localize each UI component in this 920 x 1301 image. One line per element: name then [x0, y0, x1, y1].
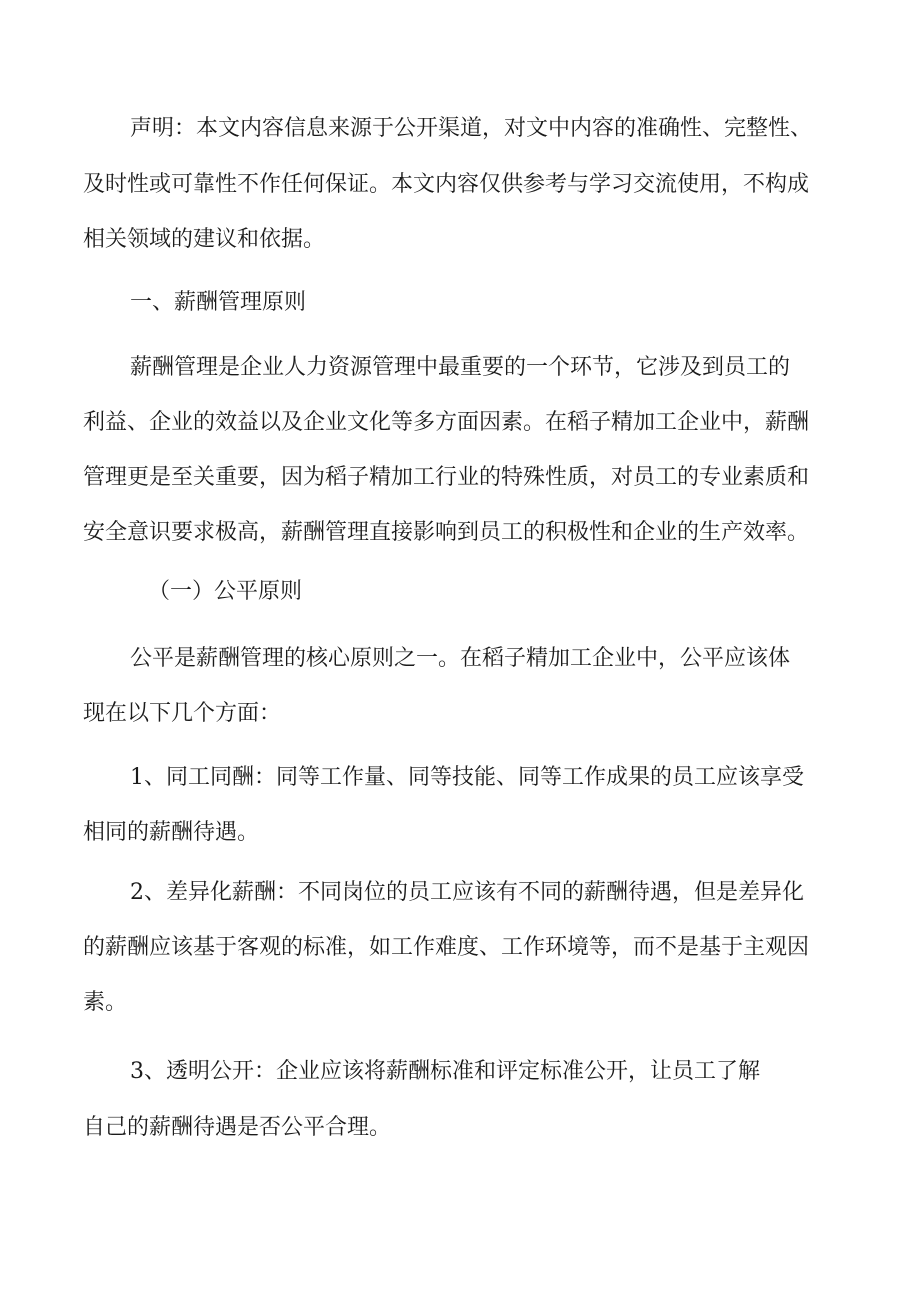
disclaimer-line-3: 相关领域的建议和依据。 — [83, 227, 326, 252]
disclaimer-line-2: 及时性或可靠性不作任何保证。本文内容仅供参考与学习交流使用，不构成 — [83, 172, 810, 197]
intro-line-1: 薪酬管理是企业人力资源管理中最重要的一个环节，它涉及到员工的 — [130, 355, 791, 380]
intro-line-4: 安全意识要求极高，薪酬管理直接影响到员工的积极性和企业的生产效率。 — [83, 520, 810, 545]
fairness-line-1: 公平是薪酬管理的核心原则之一。在稻子精加工企业中，公平应该体 — [130, 646, 791, 671]
intro-line-2: 利益、企业的效益以及企业文化等多方面因素。在稻子精加工企业中，薪酬 — [83, 410, 810, 435]
item1-line-1: 1、同工同酬：同等工作量、同等技能、同等工作成果的员工应该享受 — [130, 765, 804, 790]
item3-line-1: 3、透明公开：企业应该将薪酬标准和评定标准公开，让员工了解 — [130, 1059, 760, 1084]
section-heading: 一、薪酬管理原则 — [130, 290, 307, 315]
item2-line-3: 素。 — [83, 990, 128, 1015]
item2-line-1: 2、差异化薪酬：不同岗位的员工应该有不同的薪酬待遇，但是差异化 — [130, 880, 804, 905]
item3-line-2: 自己的薪酬待遇是否公平合理。 — [83, 1115, 392, 1140]
item1-line-2: 相同的薪酬待遇。 — [83, 820, 260, 845]
intro-line-3: 管理更是至关重要，因为稻子精加工行业的特殊性质，对员工的专业素质和 — [83, 465, 810, 490]
fairness-line-2: 现在以下几个方面： — [83, 701, 282, 726]
item2-line-2: 的薪酬应该基于客观的标准，如工作难度、工作环境等，而不是基于主观因 — [83, 935, 810, 960]
disclaimer-line-1: 声明：本文内容信息来源于公开渠道，对文中内容的准确性、完整性、 — [130, 116, 813, 141]
subsection-heading: （一）公平原则 — [148, 579, 303, 604]
